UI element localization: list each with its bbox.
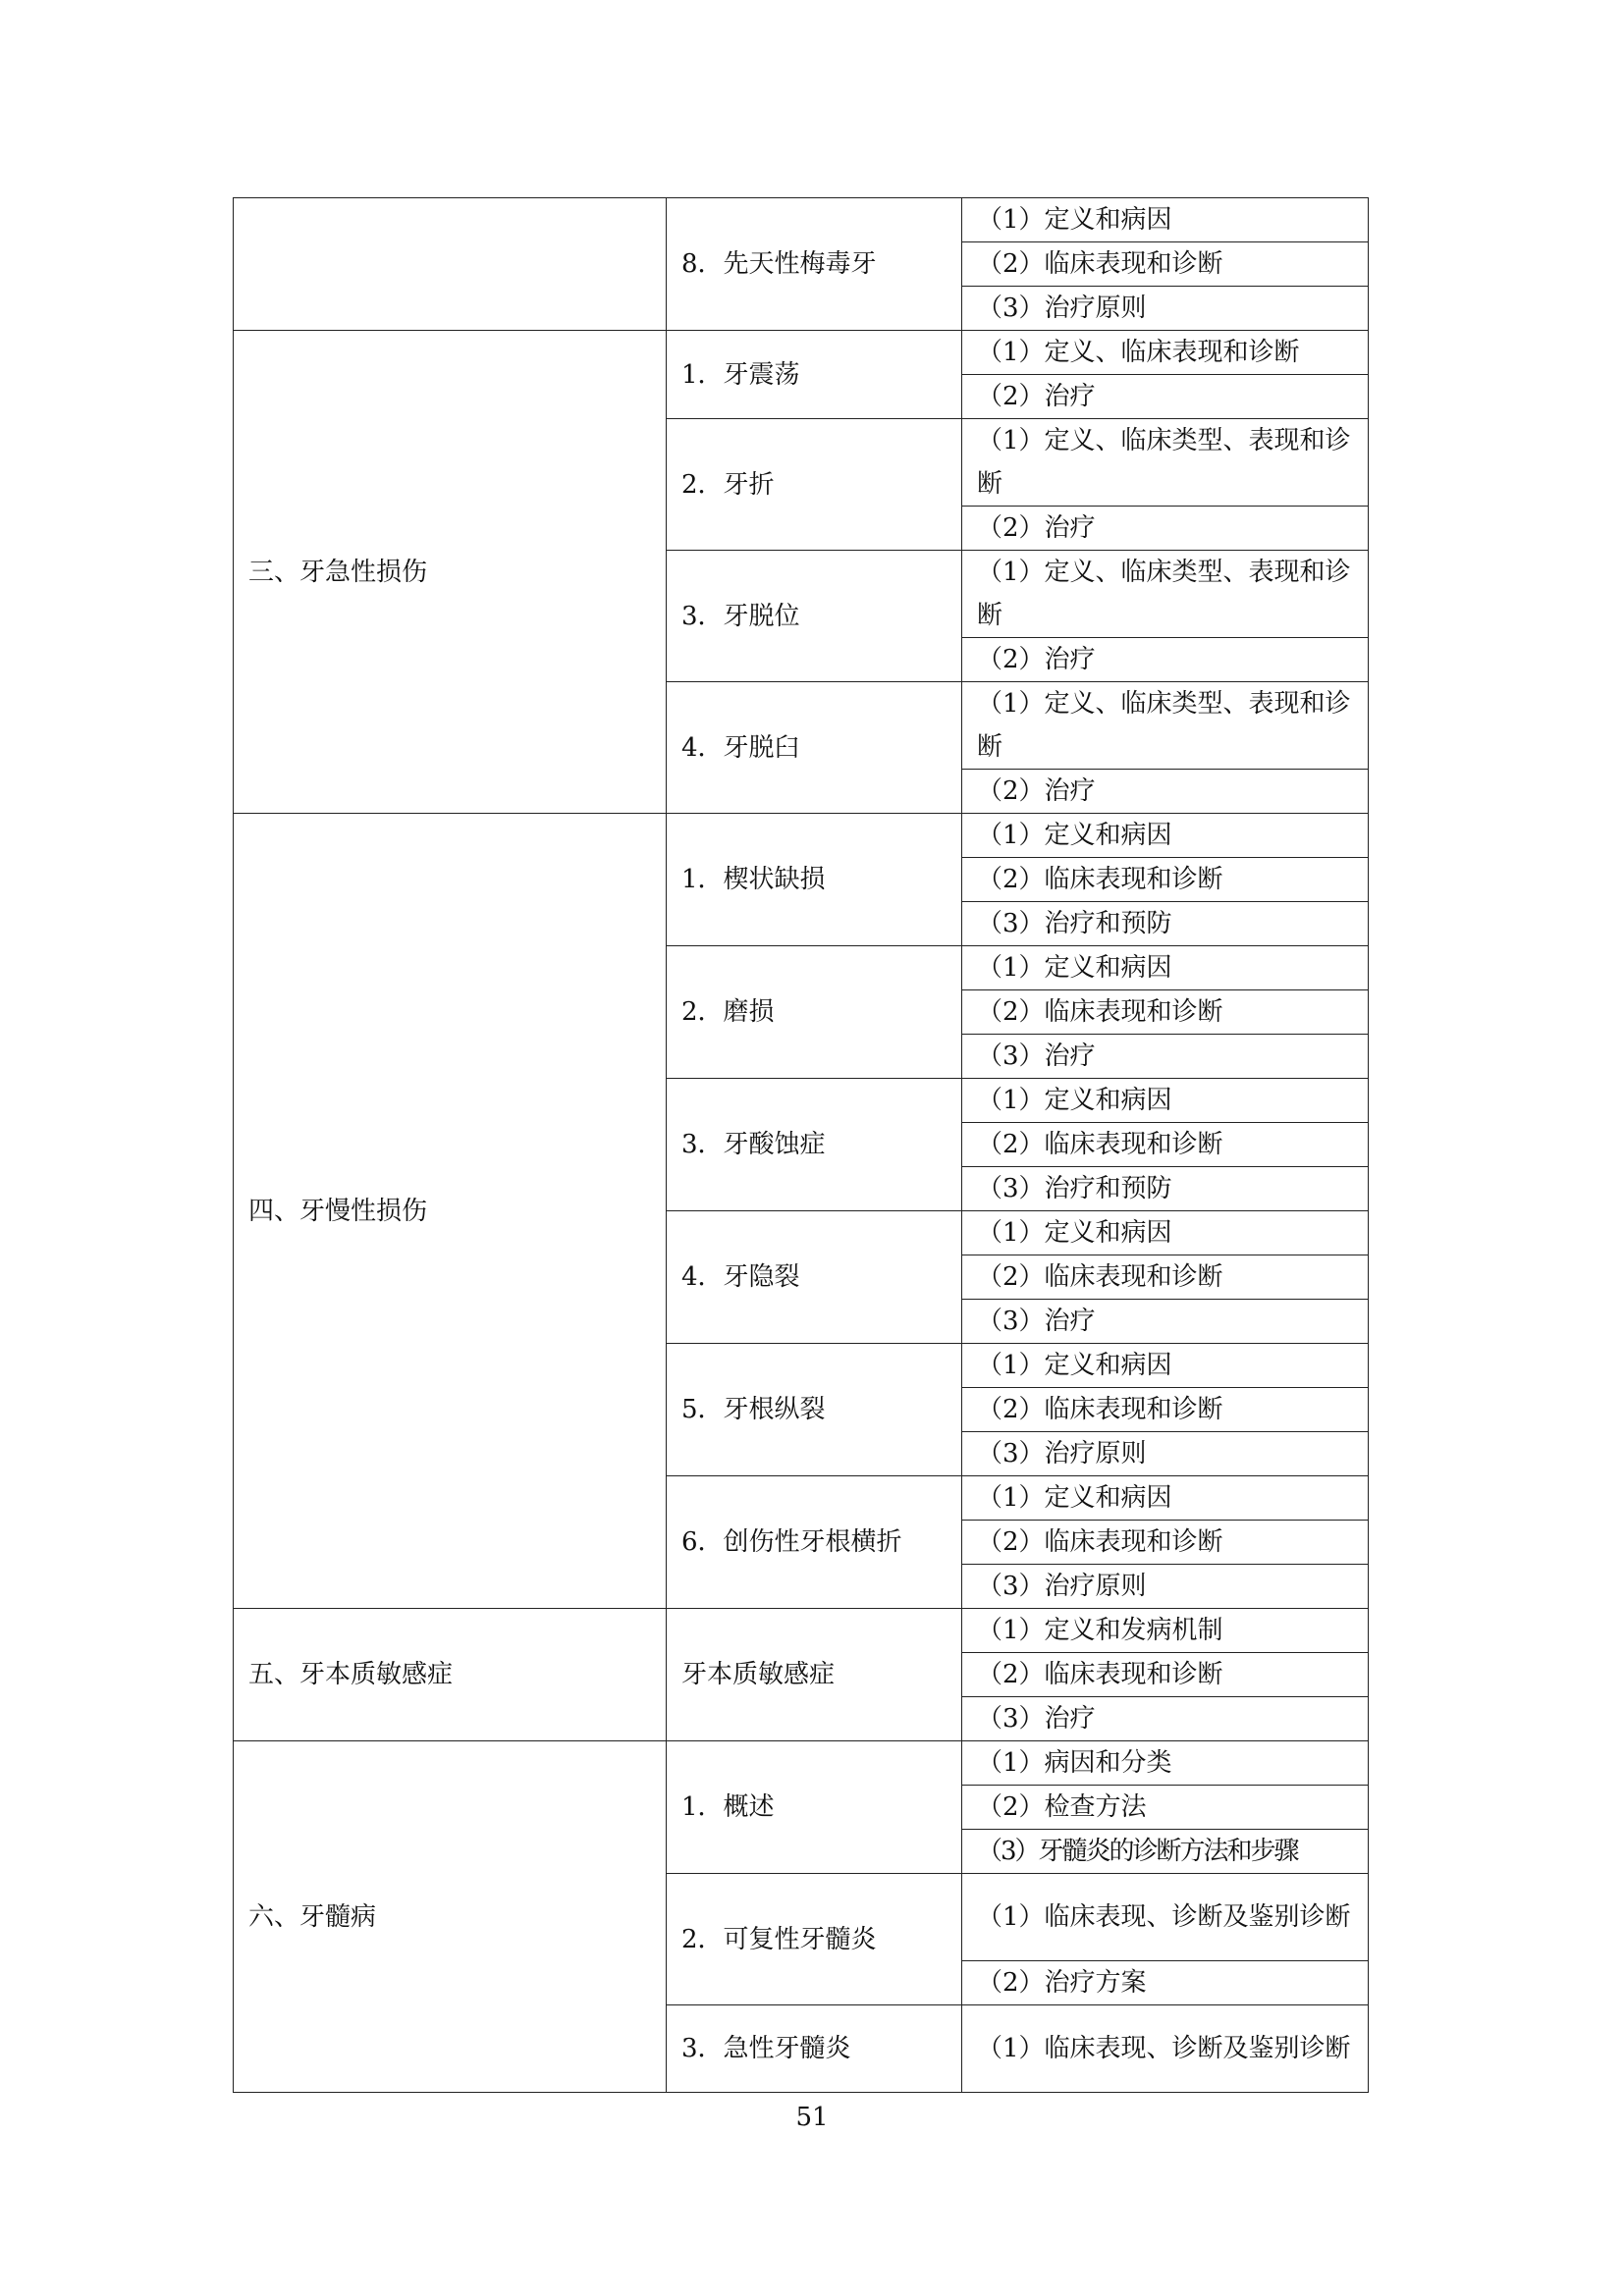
- point-cell: （1）定义和发病机制: [962, 1609, 1369, 1653]
- point-cell: （2）临床表现和诊断: [962, 858, 1369, 902]
- table-row: [234, 814, 1369, 858]
- point-cell: （3）治疗: [962, 1035, 1369, 1079]
- point-cell: （2）临床表现和诊断: [962, 990, 1369, 1035]
- point-cell: （1）定义和病因: [962, 1476, 1369, 1521]
- point-cell: （3）牙髓炎的诊断方法和步骤: [962, 1830, 1369, 1874]
- unit-cell: 1．楔状缺损: [667, 814, 962, 946]
- point-cell: （1）定义、临床表现和诊断: [962, 331, 1369, 375]
- point-cell: （1）定义和病因: [962, 1079, 1369, 1123]
- unit-cell: 2．牙折: [667, 419, 962, 551]
- point-cell: （1）定义、临床类型、表现和诊断: [962, 551, 1369, 638]
- point-cell: （1）定义和病因: [962, 1344, 1369, 1388]
- unit-cell: 3．急性牙髓炎: [667, 2005, 962, 2093]
- point-cell: （1）定义、临床类型、表现和诊断: [962, 682, 1369, 770]
- table-row: [234, 1741, 1369, 1786]
- point-cell: （2）临床表现和诊断: [962, 1521, 1369, 1565]
- point-cell: （2）临床表现和诊断: [962, 1653, 1369, 1697]
- point-cell: （2）治疗方案: [962, 1961, 1369, 2005]
- table-row: [234, 1609, 1369, 1653]
- unit-cell: 4．牙脱臼: [667, 682, 962, 814]
- unit-cell: 2．可复性牙髓炎: [667, 1874, 962, 2005]
- syllabus-table: [233, 197, 1369, 2093]
- point-cell: （2）临床表现和诊断: [962, 1388, 1369, 1432]
- unit-cell: 牙本质敏感症: [667, 1609, 962, 1741]
- point-cell: （1）定义和病因: [962, 814, 1369, 858]
- point-cell: （2）治疗: [962, 507, 1369, 551]
- point-cell: （2）治疗: [962, 770, 1369, 814]
- section-title-cell: [234, 198, 667, 331]
- page-number: 51: [795, 2103, 829, 2132]
- point-cell: （3）治疗: [962, 1697, 1369, 1741]
- point-cell: （3）治疗原则: [962, 1565, 1369, 1609]
- unit-cell: 1．概述: [667, 1741, 962, 1874]
- table-row: [234, 198, 1369, 242]
- point-cell: （2）临床表现和诊断: [962, 1123, 1369, 1167]
- point-cell: （3）治疗原则: [962, 1432, 1369, 1476]
- point-cell: （1）病因和分类: [962, 1741, 1369, 1786]
- section-title-cell: 四、牙慢性损伤: [234, 814, 667, 1609]
- unit-cell: 3．牙酸蚀症: [667, 1079, 962, 1211]
- point-cell: （2）检查方法: [962, 1786, 1369, 1830]
- point-cell: （3）治疗和预防: [962, 1167, 1369, 1211]
- section-title-cell: 六、牙髓病: [234, 1741, 667, 2093]
- point-cell: （3）治疗: [962, 1300, 1369, 1344]
- unit-cell: 3．牙脱位: [667, 551, 962, 682]
- section-title-cell: 三、牙急性损伤: [234, 331, 667, 814]
- unit-cell: 2．磨损: [667, 946, 962, 1079]
- point-cell: （1）临床表现、诊断及鉴别诊断: [962, 2005, 1369, 2093]
- unit-cell: 4．牙隐裂: [667, 1211, 962, 1344]
- unit-cell: 6．创伤性牙根横折: [667, 1476, 962, 1609]
- point-cell: （1）临床表现、诊断及鉴别诊断: [962, 1874, 1369, 1961]
- point-cell: （1）定义和病因: [962, 1211, 1369, 1255]
- point-cell: （1）定义和病因: [962, 198, 1369, 242]
- unit-cell: 1．牙震荡: [667, 331, 962, 419]
- unit-cell: 5．牙根纵裂: [667, 1344, 962, 1476]
- point-cell: （3）治疗和预防: [962, 902, 1369, 946]
- point-cell: （2）临床表现和诊断: [962, 1255, 1369, 1300]
- unit-cell: 8．先天性梅毒牙: [667, 198, 962, 331]
- point-cell: （2）治疗: [962, 375, 1369, 419]
- point-cell: （2）临床表现和诊断: [962, 242, 1369, 287]
- section-title-cell: 五、牙本质敏感症: [234, 1609, 667, 1741]
- point-cell: （2）治疗: [962, 638, 1369, 682]
- point-cell: （3）治疗原则: [962, 287, 1369, 331]
- point-cell: （1）定义、临床类型、表现和诊断: [962, 419, 1369, 507]
- table-row: [234, 331, 1369, 375]
- point-cell: （1）定义和病因: [962, 946, 1369, 990]
